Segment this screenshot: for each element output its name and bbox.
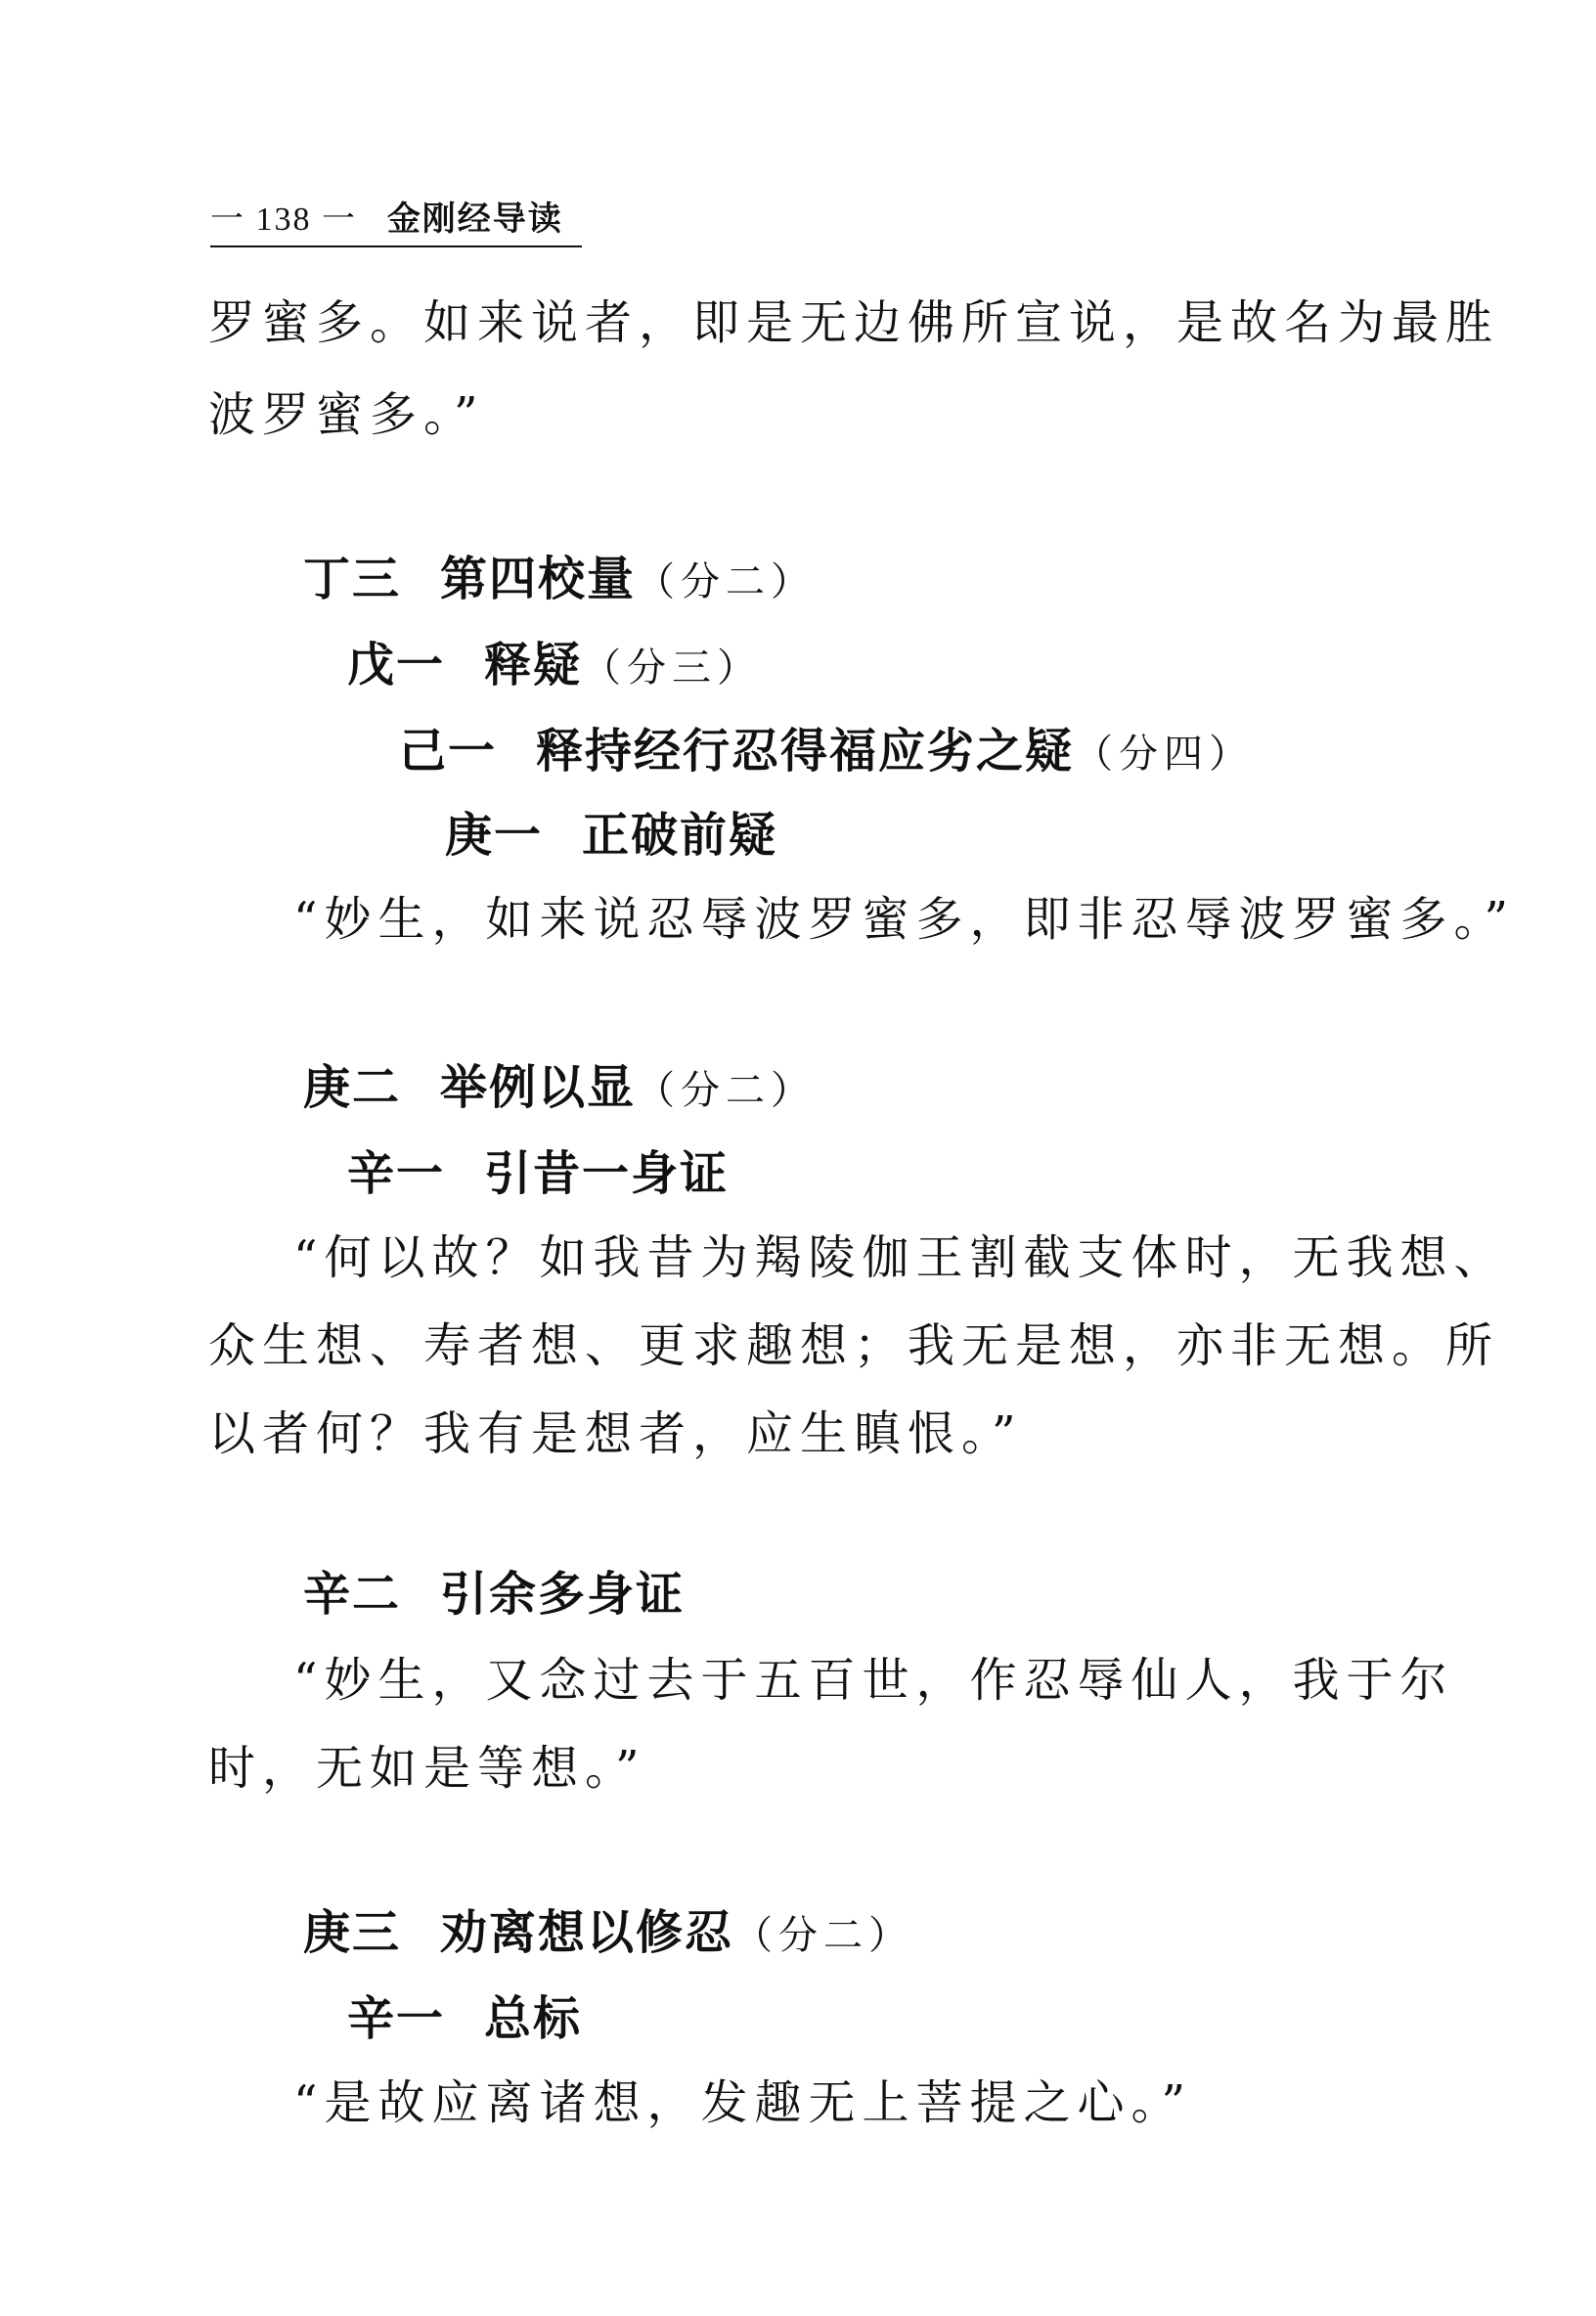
page-number: 一 138 一 <box>210 201 357 238</box>
body-line: 众生想、寿者想、更求趣想；我无是想，亦非无想。所 <box>208 1318 1500 1373</box>
body-line: 以者何？我有是想者，应生瞋恨。” <box>208 1406 1023 1461</box>
heading-split: （分三） <box>582 646 763 690</box>
heading-split: （分二） <box>733 1913 914 1958</box>
section-heading <box>303 1058 816 1120</box>
heading-tag: 庚一 <box>445 808 544 863</box>
heading-split: （分二） <box>636 1068 817 1113</box>
body-line: 波罗蜜多。” <box>208 387 485 442</box>
body-line: “妙生，如来说忍辱波罗蜜多，即非忍辱波罗蜜多。” <box>293 892 1516 947</box>
body-line: “是故应离诸想，发趣无上菩提之心。” <box>293 2075 1193 2130</box>
body-line: 罗蜜多。如来说者，即是无边佛所宣说，是故名为最胜 <box>208 295 1500 350</box>
heading-split: （分四） <box>1074 732 1255 777</box>
section-heading <box>303 1565 685 1624</box>
section-heading <box>347 1144 729 1203</box>
heading-title: 第四校量 <box>440 552 637 606</box>
section-heading <box>347 636 762 697</box>
section-heading <box>399 722 1254 783</box>
section-heading <box>445 806 777 865</box>
heading-tag: 庚三 <box>303 1905 402 1960</box>
body-line: 时，无如是等想。” <box>208 1741 646 1796</box>
running-head <box>210 192 582 247</box>
heading-title: 劝离想以修忍 <box>440 1905 734 1960</box>
heading-split: （分二） <box>636 559 817 604</box>
heading-title: 正破前疑 <box>582 808 778 863</box>
heading-tag: 辛一 <box>347 1146 446 1201</box>
heading-title: 引昔一身证 <box>484 1146 730 1201</box>
heading-tag: 庚二 <box>303 1060 402 1115</box>
book-title: 金刚经导读 <box>386 200 563 239</box>
body-line: “何以故？如我昔为羯陵伽王割截支体时，无我想、 <box>293 1230 1508 1285</box>
heading-title: 举例以显 <box>440 1060 637 1115</box>
section-heading <box>303 1903 913 1965</box>
section-heading <box>347 1989 582 2048</box>
heading-title: 释疑 <box>484 638 583 692</box>
section-heading <box>303 550 816 611</box>
heading-tag: 戊一 <box>347 638 446 692</box>
heading-title: 引余多身证 <box>440 1567 686 1622</box>
heading-tag: 丁三 <box>303 552 402 606</box>
body-line: “妙生，又念过去于五百世，作忍辱仙人，我于尔 <box>293 1653 1454 1708</box>
heading-tag: 己一 <box>399 724 498 779</box>
heading-title: 释持经行忍得福应劣之疑 <box>536 724 1075 779</box>
heading-tag: 辛一 <box>347 1991 446 2046</box>
heading-title: 总标 <box>484 1991 583 2046</box>
heading-tag: 辛二 <box>303 1567 402 1622</box>
